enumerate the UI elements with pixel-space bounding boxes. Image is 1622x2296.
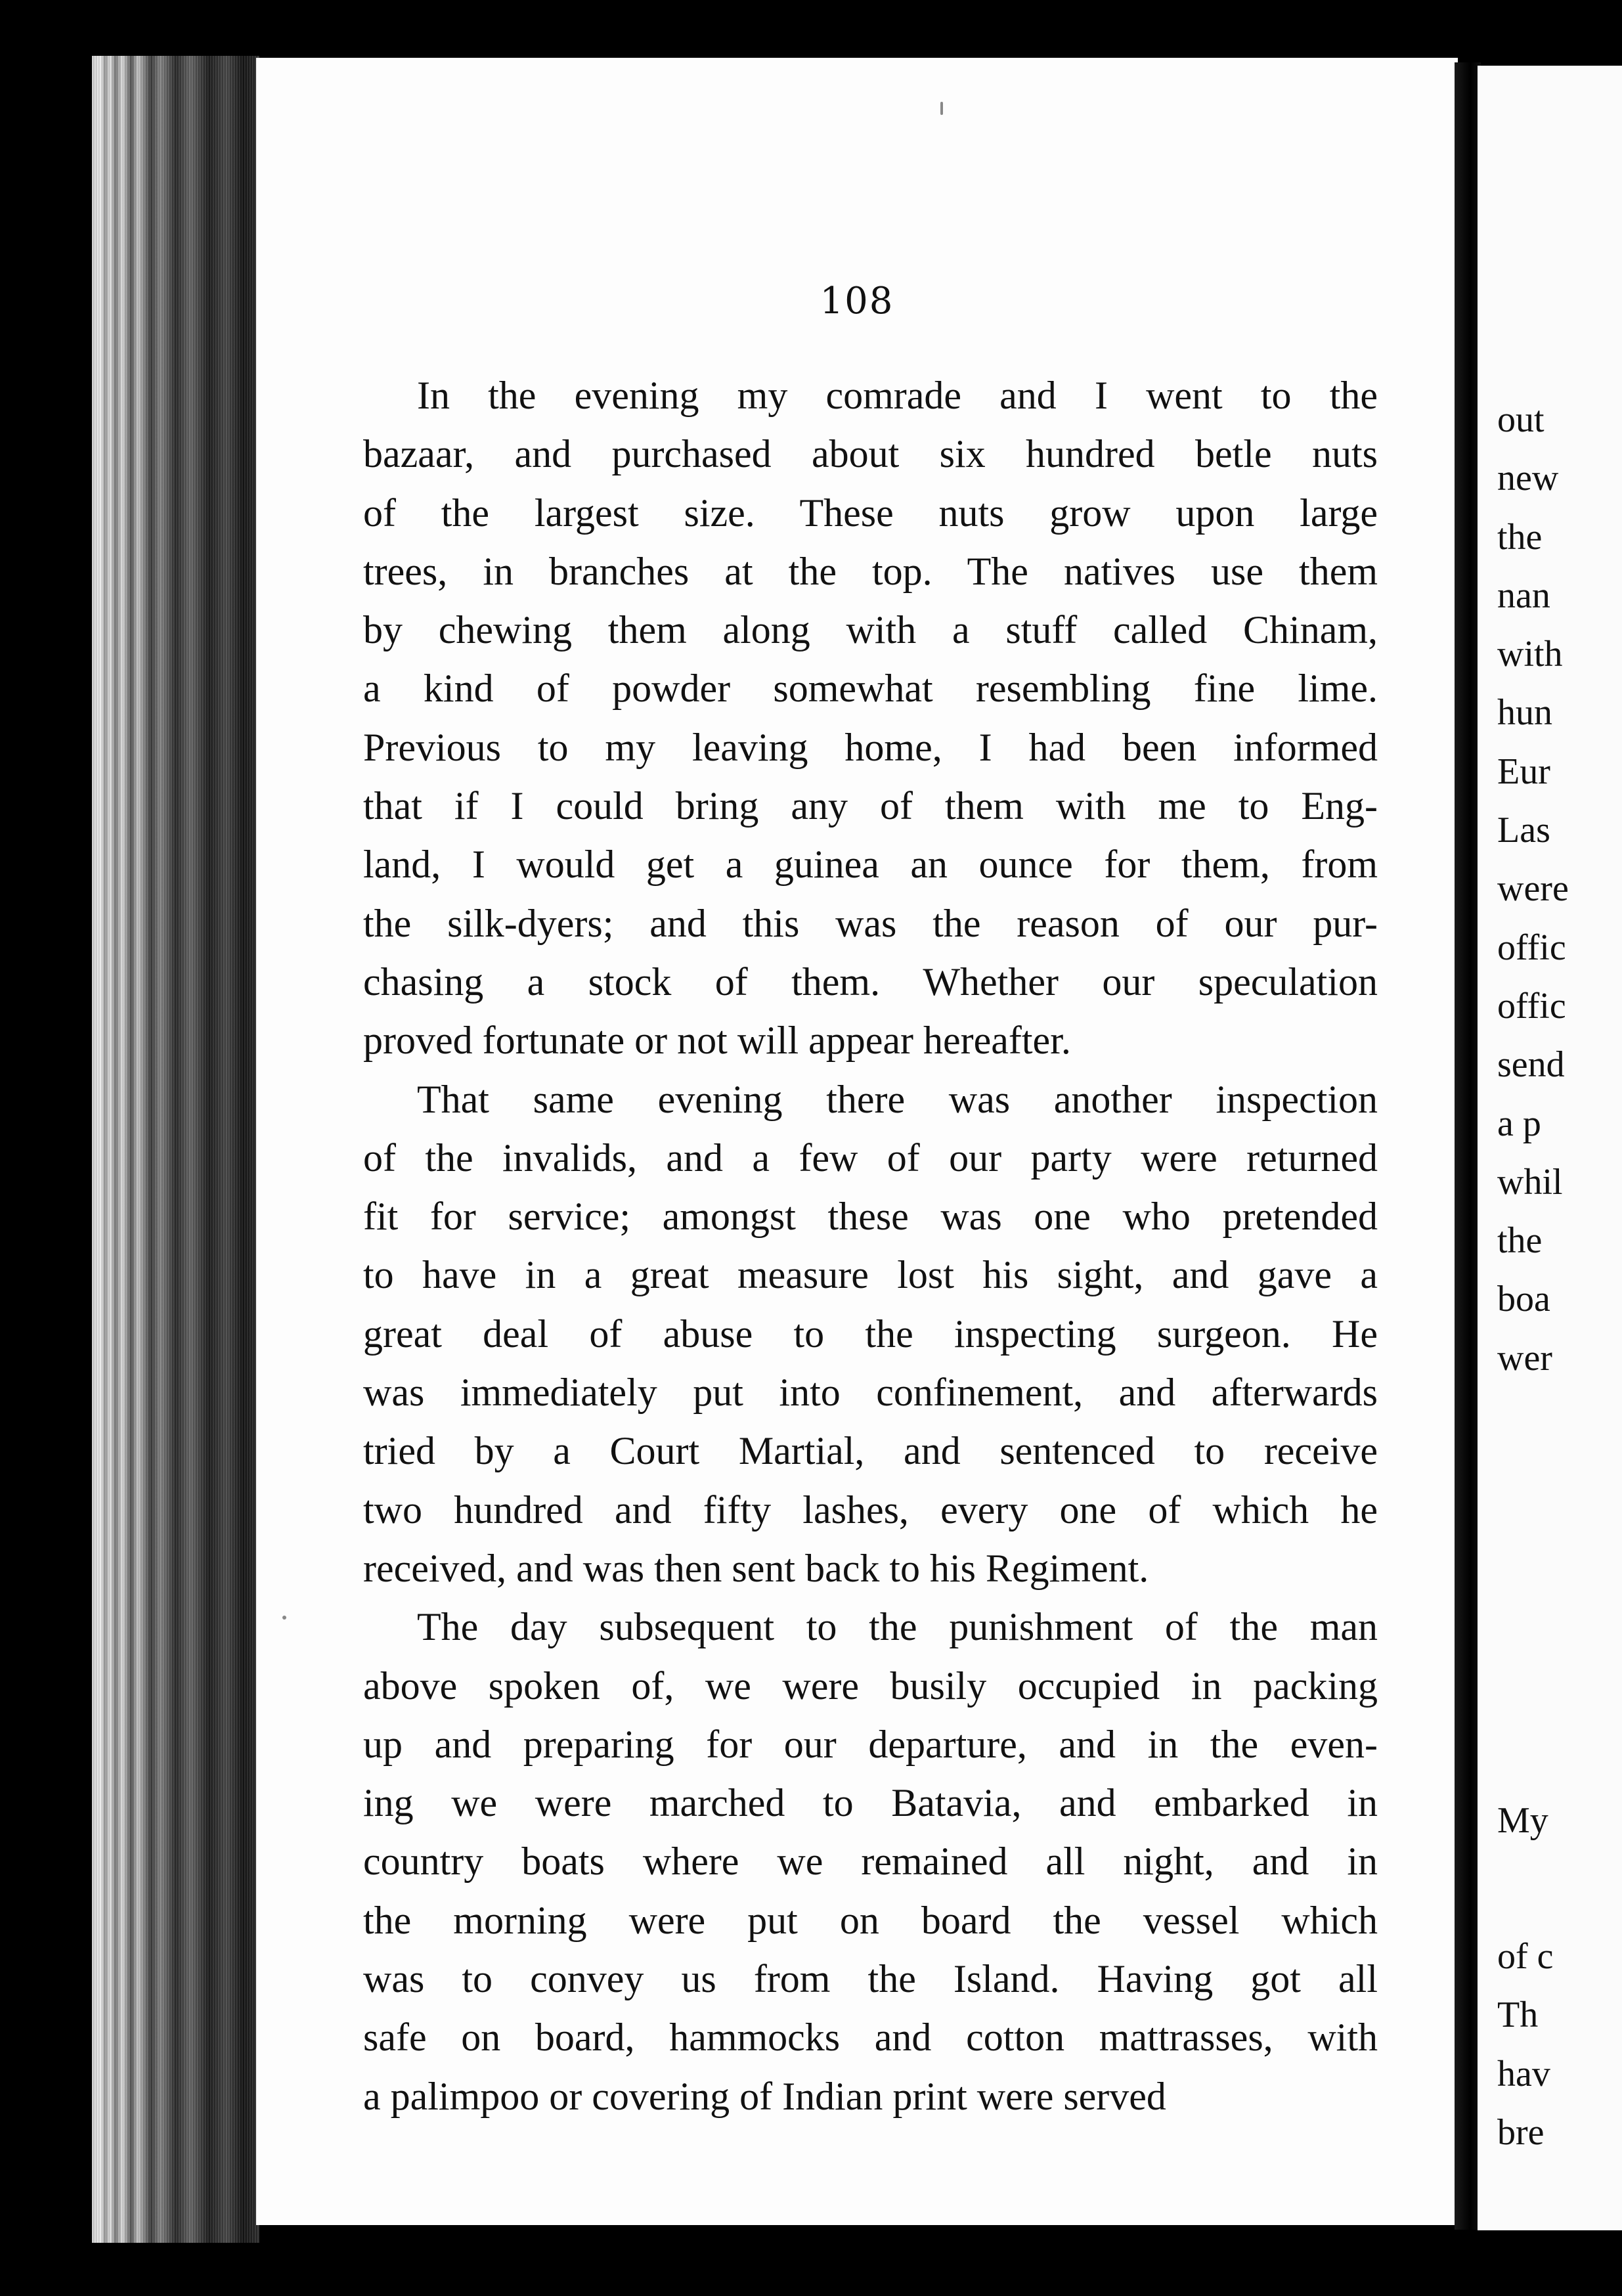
text-line: a kind of powder somewhat resembling fine lime. xyxy=(363,667,1378,711)
text-line: Previous to my leaving home, I had been informed xyxy=(363,725,1378,769)
text-line: received, and was then sent back to his Regiment. xyxy=(363,1546,1149,1590)
adjacent-line-fragment: of c xyxy=(1497,1936,1554,1977)
text-line: trees, in branches at the top. The natives use them xyxy=(363,549,1378,593)
adjacent-line-fragment: Eur xyxy=(1497,751,1550,792)
text-line: to have in a great measure lost his sight, and gave a xyxy=(363,1253,1378,1297)
text-line: great deal of abuse to the inspecting surgeon. He xyxy=(363,1312,1378,1356)
adjacent-line-fragment: boa xyxy=(1497,1279,1550,1320)
dust-speck xyxy=(940,102,943,115)
text-line: ing we were marched to Batavia, and embarked in xyxy=(363,1781,1378,1825)
adjacent-line-fragment: were xyxy=(1497,868,1569,910)
text-line: was to convey us from the Island. Having got all xyxy=(363,1957,1378,2001)
adjacent-line-fragment: bre xyxy=(1497,2111,1545,2153)
text-line: That same evening there was another inspection xyxy=(417,1077,1378,1121)
gutter-shadow xyxy=(1455,62,1481,2230)
text-line: tried by a Court Martial, and sentenced to receive xyxy=(363,1429,1378,1473)
text-line: In the evening my comrade and I went to the xyxy=(417,374,1378,417)
page-body-text xyxy=(363,366,1378,2126)
text-line: chasing a stock of them. Whether our speculation xyxy=(363,960,1378,1004)
adjacent-page-line-fragments xyxy=(1497,391,1569,1388)
adjacent-line-fragment: the xyxy=(1497,516,1543,558)
text-line: safe on board, hammocks and cotton mattrasses, with xyxy=(363,2016,1378,2060)
paragraph-1 xyxy=(363,366,1378,1071)
text-line: proved fortunate or not will appear hereafter. xyxy=(363,1019,1071,1063)
adjacent-line-fragment: a p xyxy=(1497,1103,1541,1144)
text-line: bazaar, and purchased about six hundred betle nuts xyxy=(363,432,1378,476)
text-line: two hundred and fifty lashes, every one of which he xyxy=(363,1488,1378,1532)
adjacent-line-fragment: nan xyxy=(1497,575,1550,616)
text-line: above spoken of, we were busily occupied in packing xyxy=(363,1664,1378,1708)
text-line: was immediately put into confinement, and afterwards xyxy=(363,1371,1378,1415)
text-line: by chewing them along with a stuff called Chinam, xyxy=(363,608,1378,652)
adjacent-line-fragment: Las xyxy=(1497,810,1550,851)
book-page xyxy=(256,58,1458,2225)
paragraph-2 xyxy=(363,1071,1378,1599)
paragraph-3 xyxy=(363,1598,1378,2126)
adjacent-line-fragment: out xyxy=(1497,399,1545,440)
text-line: up and preparing for our departure, and in the even- xyxy=(363,1722,1378,1766)
adjacent-line-fragment: whil xyxy=(1497,1161,1563,1203)
adjacent-line-fragment: wer xyxy=(1497,1337,1552,1379)
adjacent-page-lower-fragments xyxy=(1497,1928,1554,2162)
text-line: The day subsequent to the punishment of the man xyxy=(417,1605,1378,1649)
text-line: the morning were put on board the vessel which xyxy=(363,1898,1378,1942)
page-number: 108 xyxy=(820,280,894,322)
text-line: fit for service; amongst these was one who pretended xyxy=(363,1195,1378,1239)
adjacent-line-fragment: offic xyxy=(1497,985,1566,1027)
adjacent-line-fragment: Th xyxy=(1497,1995,1539,2036)
text-line: land, I would get a guinea an ounce for them, from xyxy=(363,843,1378,887)
text-line: a palimpoo or covering of Indian print were served xyxy=(363,2074,1166,2118)
adjacent-page-fragment xyxy=(1478,66,1622,2230)
book-fore-edge xyxy=(92,56,259,2243)
adjacent-line-fragment: hun xyxy=(1497,692,1552,734)
dust-speck xyxy=(282,1616,286,1620)
adjacent-line-fragment: send xyxy=(1497,1044,1565,1086)
adjacent-line-fragment: new xyxy=(1497,458,1559,499)
text-line: that if I could bring any of them with me to Eng- xyxy=(363,784,1378,828)
adjacent-line-fragment: offic xyxy=(1497,927,1566,968)
adjacent-line-fragment: the xyxy=(1497,1220,1543,1262)
adjacent-line-fragment: hav xyxy=(1497,2053,1550,2094)
text-line: country boats where we remained all night, and in xyxy=(363,1840,1378,1884)
text-line: of the largest size. These nuts grow upon large xyxy=(363,491,1378,535)
adjacent-line-fragment: with xyxy=(1497,634,1563,675)
text-line: of the invalids, and a few of our party were returned xyxy=(363,1136,1378,1180)
adjacent-page-heading: My xyxy=(1497,1800,1548,1841)
text-line: the silk-dyers; and this was the reason of our pur- xyxy=(363,901,1378,945)
